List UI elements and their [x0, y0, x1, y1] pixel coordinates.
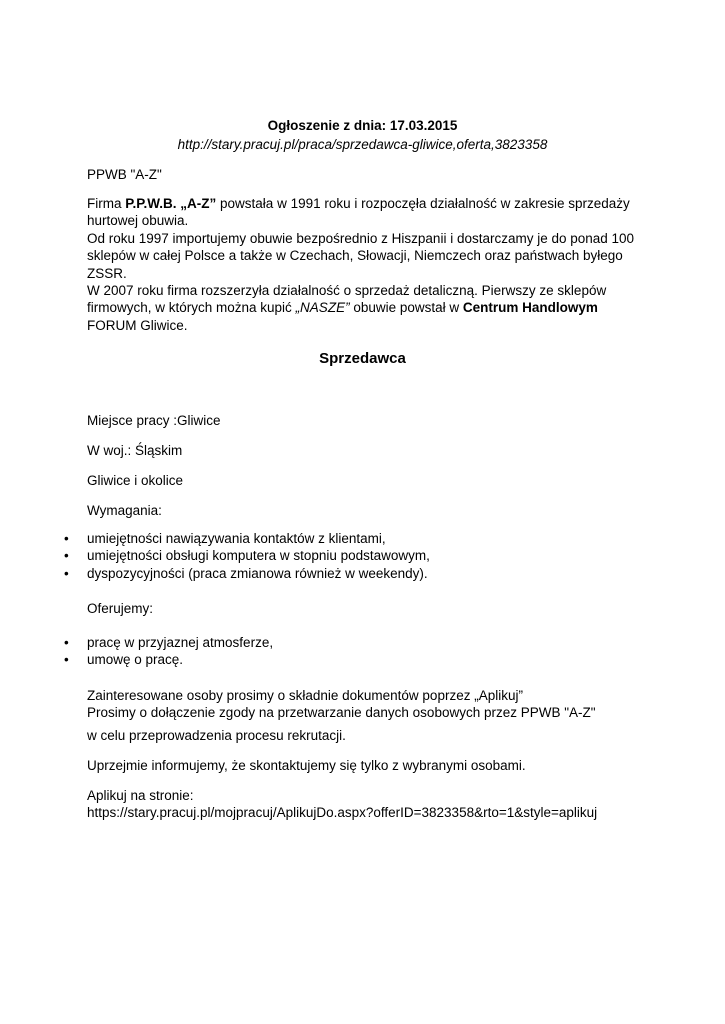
company-name: PPWB "A-Z" [87, 167, 162, 182]
list-item [64, 651, 273, 668]
offer-list [64, 634, 274, 669]
work-location: Miejsce pracy :Gliwice [87, 413, 221, 428]
job-title: Sprzedawca [319, 350, 406, 367]
requirement-text: umiejętności obsługi komputera w stopniu podstawowym, [87, 548, 430, 564]
nasze-text: „NASZE” [295, 300, 350, 316]
bullet-icon: • [64, 531, 69, 546]
bullet-icon: • [64, 548, 69, 564]
shopping-center-name: Centrum Handlowym [462, 300, 598, 316]
apply-instruction: Zainteresowane osoby prosimy o składnie dokumentów poprzez „Aplikuj” [87, 688, 523, 703]
intro-text-3: Od roku 1997 importujemy obuwie bezpośrednio z Hiszpanii i dostarczamy je do ponad 100 sklepów w całej Polsce a także w Czechach, Słowacji, Niemczech oraz państwach byłego ZSSR. [87, 230, 635, 281]
company-intro [87, 195, 642, 334]
source-url[interactable]: http://stary.pracuj.pl/praca/sprzedawca-gliwice,oferta,3823358 [177, 137, 548, 152]
application-instructions [87, 687, 647, 722]
offer-text: pracę w przyjaznej atmosferze, [87, 635, 274, 650]
requirements-list [64, 530, 430, 582]
list-item [64, 530, 430, 547]
requirement-text: umiejętności nawiązywania kontaktów z klientami, [87, 531, 386, 546]
intro-text-4: W 2007 roku firma rozszerzyła działalność o sprzedaż detaliczną. Pierwszy ze sklepów firmowych, w których można kupić [87, 283, 607, 316]
company-brand: P.P.W.B. „A-Z” [125, 196, 217, 211]
offer-text: umowę o pracę. [87, 652, 184, 668]
intro-text-6: FORUM Gliwice. [87, 317, 188, 333]
bullet-icon: • [64, 652, 69, 668]
work-area: Gliwice i okolice [87, 473, 184, 488]
recruitment-purpose: w celu przeprowadzenia procesu rekrutacji. [87, 728, 346, 743]
list-item [64, 634, 274, 651]
bullet-icon: • [64, 635, 69, 650]
requirement-text: dyspozycyjności (praca zmianowa również w weekendy). [87, 565, 428, 581]
apply-label: Aplikuj na stronie: [87, 788, 194, 803]
intro-text-5: obuwie powstał w [349, 300, 463, 316]
requirements-heading: Wymagania: [87, 503, 162, 518]
offer-heading: Oferujemy: [87, 601, 154, 616]
bullet-icon: • [64, 565, 69, 581]
apply-link[interactable]: https://stary.pracuj.pl/mojpracuj/AplikujDo.aspx?offerID=3823358&rto=1&style=aplikuj [87, 805, 598, 821]
posting-date-title: Ogłoszenie z dnia: 17.03.2015 [267, 118, 458, 133]
intro-text-1: Firma [87, 196, 126, 211]
apply-section [87, 787, 647, 822]
intro-text-2: powstała w 1991 roku i rozpoczęła działalność w zakresie sprzedaży hurtowej obuwia. [87, 196, 630, 229]
contact-notice: Uprzejmie informujemy, że skontaktujemy się tylko z wybranymi osobami. [87, 758, 526, 773]
list-item [64, 547, 430, 564]
list-item [64, 565, 430, 582]
consent-request: Prosimy o dołączenie zgody na przetwarzanie danych osobowych przez PPWB "A-Z" [87, 705, 596, 721]
voivodeship: W woj.: Śląskim [87, 443, 183, 458]
